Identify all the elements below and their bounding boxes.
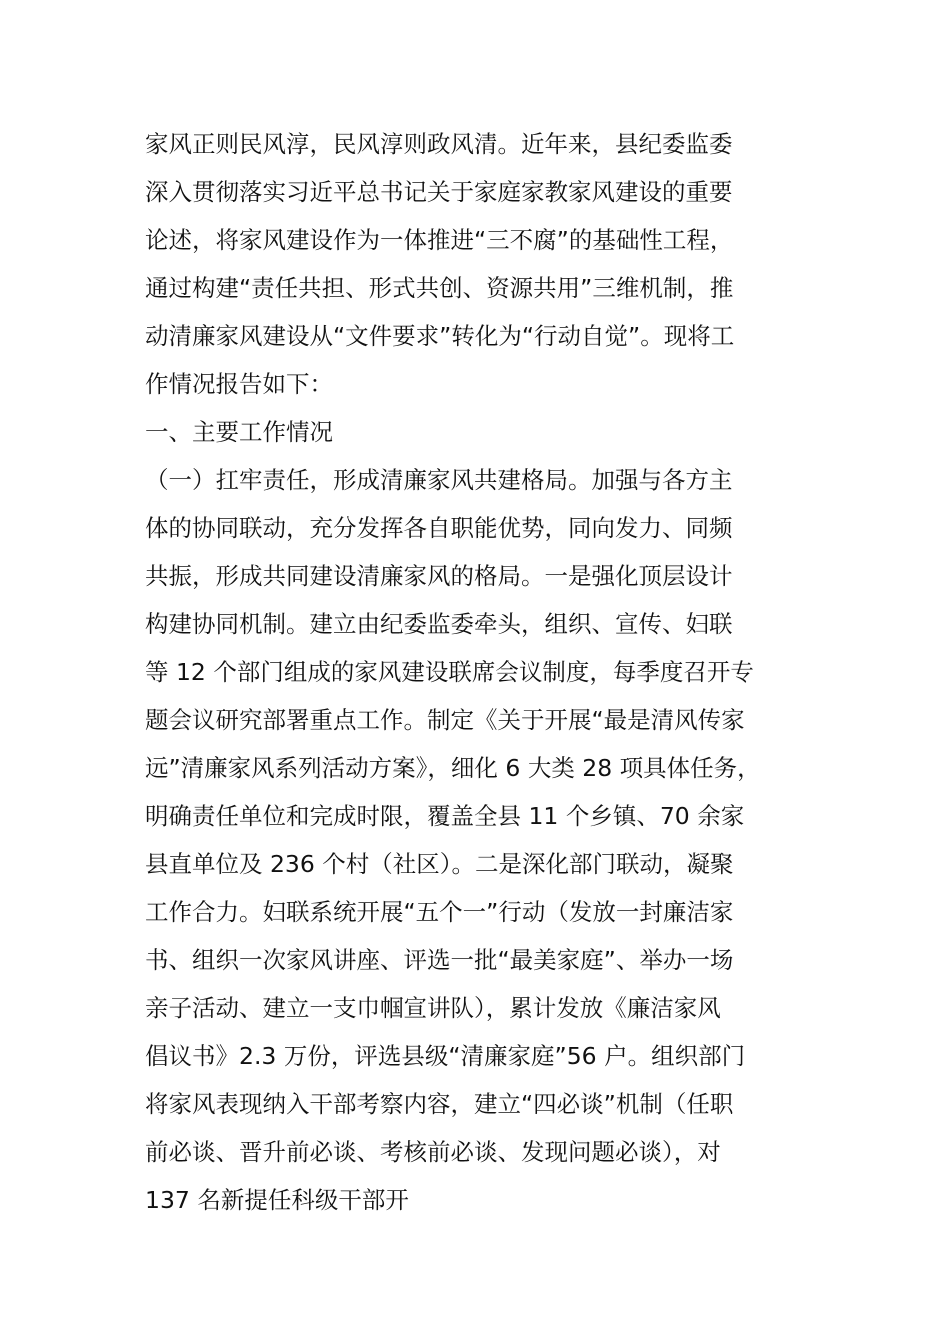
paragraph-line-8: （一）扛牢责任，形成清廉家风共建格局。加强与各方主 bbox=[145, 466, 733, 494]
paragraph-line-15: 明确责任单位和完成时限，覆盖全县 11 个乡镇、70 余家 bbox=[145, 802, 745, 830]
section-heading: 一、主要工作情况 bbox=[145, 418, 333, 446]
paragraph-line-11: 构建协同机制。建立由纪委监委牵头，组织、宣传、妇联 bbox=[145, 610, 733, 638]
paragraph-line-6: 作情况报告如下： bbox=[145, 370, 333, 398]
paragraph-line-20: 倡议书》2.3 万份，评选县级“清廉家庭”56 户。组织部门 bbox=[145, 1042, 746, 1070]
report-body bbox=[145, 120, 825, 1224]
paragraph-line-13: 题会议研究部署重点工作。制定《关于开展“最是清风传家 bbox=[145, 706, 745, 734]
paragraph-line-10: 共振，形成共同建设清廉家风的格局。一是强化顶层设计 bbox=[145, 562, 733, 590]
paragraph-line-16: 县直单位及 236 个村（社区）。二是深化部门联动，凝聚 bbox=[145, 850, 734, 878]
paragraph-line-3: 论述，将家风建设作为一体推进“三不腐”的基础性工程， bbox=[145, 226, 734, 254]
paragraph-line-21: 将家风表现纳入干部考察内容，建立“四必谈”机制（任职 bbox=[145, 1090, 734, 1118]
paragraph-line-4: 通过构建“责任共担、形式共创、资源共用”三维机制，推 bbox=[145, 274, 734, 302]
paragraph-line-12: 等 12 个部门组成的家风建设联席会议制度，每季度召开专 bbox=[145, 658, 754, 686]
paragraph-line-19: 亲子活动、建立一支巾帼宣讲队），累计发放《廉洁家风 bbox=[145, 994, 721, 1022]
paragraph-line-5: 动清廉家风建设从“文件要求”转化为“行动自觉”。现将工 bbox=[145, 322, 735, 350]
paragraph-line-2: 深入贯彻落实习近平总书记关于家庭家教家风建设的重要 bbox=[145, 178, 733, 206]
paragraph-line-1: 家风正则民风淳，民风淳则政风清。近年来，县纪委监委 bbox=[145, 130, 733, 158]
paragraph-line-18: 书、组织一次家风讲座、评选一批“最美家庭”、举办一场 bbox=[145, 946, 734, 974]
paragraph-line-22: 前必谈、晋升前必谈、考核前必谈、发现问题必谈），对 bbox=[145, 1138, 721, 1166]
paragraph-line-14: 远”清廉家风系列活动方案》，细化 6 大类 28 项具体任务， bbox=[145, 754, 761, 782]
paragraph-line-23: 137 名新提任科级干部开 bbox=[145, 1186, 409, 1214]
paragraph-line-17: 工作合力。妇联系统开展“五个一”行动（发放一封廉洁家 bbox=[145, 898, 734, 926]
paragraph-line-9: 体的协同联动，充分发挥各自职能优势，同向发力、同频 bbox=[145, 514, 733, 542]
